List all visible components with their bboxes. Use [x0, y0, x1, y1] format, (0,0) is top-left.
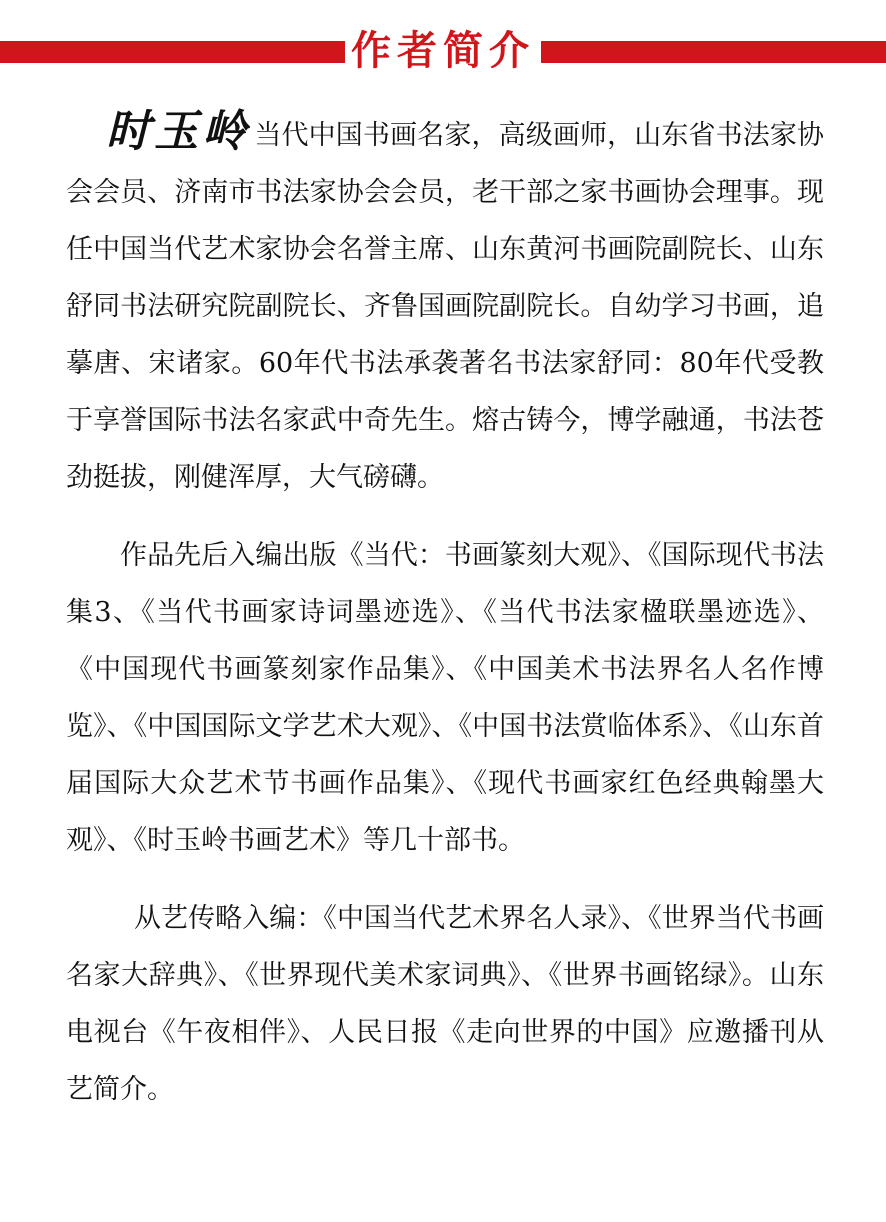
section-header	[0, 27, 886, 76]
header-bar-left	[0, 41, 345, 63]
bio-paragraph-2: 作品先后入编出版《当代：书画篆刻大观》、《国际现代书法集3、《当代书画家诗词墨迹选》、《当代书法家楹联墨迹选》、《中国现代书画篆刻家作品集》、《中国美术书法界名人名作博览》、《中国国际文学艺术大观》、《中国书法赏临体系》、《山东首届国际大众艺术节书画作品集》、《现代书画家红色经典翰墨大观》、《时玉岭书画艺术》等几十部书。	[66, 540, 824, 856]
bio-paragraph-1	[66, 103, 824, 506]
header-bar-right	[541, 41, 886, 63]
page-title: 作者简介	[351, 27, 535, 74]
author-name: 时玉岭	[106, 106, 251, 157]
author-bio	[66, 103, 824, 1118]
bio-paragraph-1-text: 当代中国书画名家，高级画师，山东省书法家协会会员、济南市书法家协会会员，老干部之家书画协会理事。现任中国当代艺术家协会名誉主席、山东黄河书画院副院长、山东舒同书法研究院副院长、齐鲁国画院副院长。自幼学习书画，追摹唐、宋诸家。60年代书法承袭著名书法家舒同：80年代受教于享誉国际书法名家武中奇先生。熔古铸今，博学融通，书法苍劲挺拔，刚健浑厚，大气磅礴。	[66, 120, 825, 493]
bio-paragraph-3: 从艺传略入编：《中国当代艺术界名人录》、《世界当代书画名家大辞典》、《世界现代美术家词典》、《世界书画铭绿》。山东电视台《午夜相伴》、人民日报《走向世界的中国》应邀播刊从艺简介。	[66, 903, 824, 1105]
